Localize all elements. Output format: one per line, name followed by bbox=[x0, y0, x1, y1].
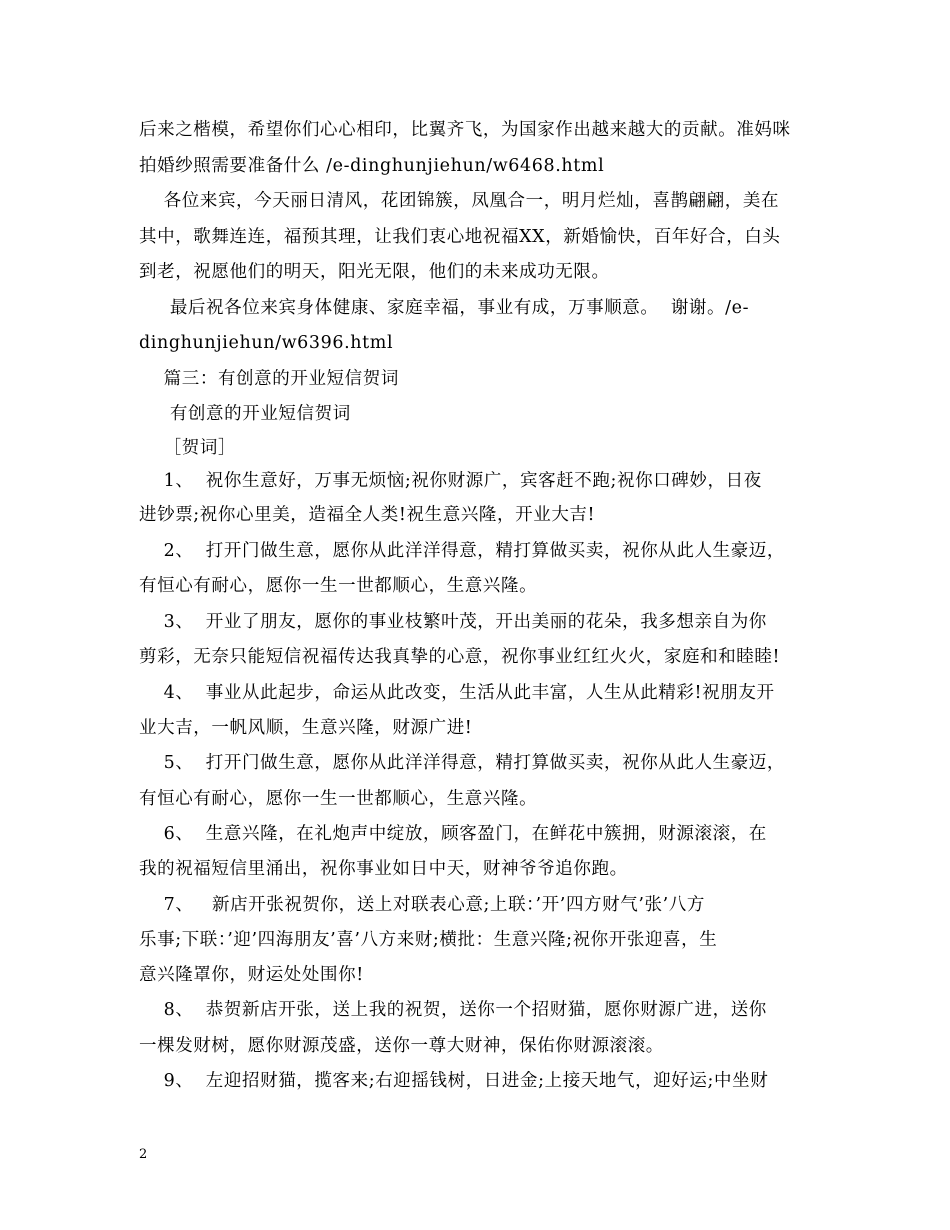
text-line: 拍婚纱照需要准备什么 /e-dinghunjiehun/w6468.html bbox=[139, 156, 605, 176]
text-line: 进钞票;祝你心里美，造福全人类!祝生意兴隆，开业大吉! bbox=[139, 505, 596, 525]
text-line: 8、 恭贺新店开张，送上我的祝贺，送你一个招财猫，愿你财源广进，送你 bbox=[139, 1000, 767, 1020]
text-line: 后来之楷模，希望你们心心相印，比翼齐飞，为国家作出越来越大的贡献。准妈咪 bbox=[139, 120, 791, 140]
text-line: 我的祝福短信里涌出，祝你事业如日中天，财神爷爷追你跑。 bbox=[139, 859, 628, 879]
text-line: 最后祝各位来宾身体健康、家庭幸福，事业有成，万事顺意。 谢谢。/e- bbox=[139, 298, 750, 318]
text-line: 各位来宾，今天丽日清风，花团锦簇，凤凰合一，明月烂灿，喜鹊翩翩，美在 bbox=[139, 191, 780, 211]
text-line: 6、 生意兴隆，在礼炮声中绽放，顾客盈门，在鲜花中簇拥，财源滚滚，在 bbox=[139, 824, 767, 844]
text-line: 9、 左迎招财猫，揽客来;右迎摇钱树，日进金;上接天地气，迎好运;中坐财 bbox=[139, 1071, 769, 1091]
page-number: 2 bbox=[139, 1147, 148, 1162]
text-line: 4、 事业从此起步，命运从此改变，生活从此丰富，人生从此精彩!祝朋友开 bbox=[139, 683, 775, 703]
section-heading: 篇三：有创意的开业短信贺词 bbox=[139, 369, 399, 389]
text-line: 有恒心有耐心，愿你一生一世都顺心，生意兴隆。 bbox=[139, 576, 538, 596]
section-label: ［贺词］ bbox=[139, 438, 237, 458]
text-line: 意兴隆罩你，财运处处围你! bbox=[139, 965, 364, 985]
text-line: 5、 打开门做生意，愿你从此洋洋得意，精打算做买卖，祝你从此人生豪迈， bbox=[139, 753, 786, 773]
text-line: dinghunjiehun/w6396.html bbox=[139, 333, 394, 353]
text-line: 到老，祝愿他们的明天，阳光无限，他们的未来成功无限。 bbox=[139, 262, 610, 282]
text-line: 一棵发财树，愿你财源茂盛，送你一尊大财神，保佑你财源滚滚。 bbox=[139, 1036, 664, 1056]
text-line: 3、 开业了朋友，愿你的事业枝繁叶茂，开出美丽的花朵，我多想亲自为你 bbox=[139, 612, 767, 632]
text-line: 7、 新店开张祝贺你，送上对联表心意;上联：’开’四方财气’张’八方 bbox=[139, 895, 705, 915]
text-line: 剪彩，无奈只能短信祝福传达我真挚的心意，祝你事业红红火火，家庭和和睦睦! bbox=[139, 647, 781, 667]
text-line: 2、 打开门做生意，愿你从此洋洋得意，精打算做买卖，祝你从此人生豪迈， bbox=[139, 541, 786, 561]
text-line: 乐事;下联：’迎’四海朋友’喜’八方来财;横批：生意兴隆;祝你开张迎喜，生 bbox=[139, 930, 718, 950]
text-line: 业大吉，一帆风顺，生意兴隆，财源广进! bbox=[139, 718, 473, 738]
text-line: 1、 祝你生意好，万事无烦恼;祝你财源广，宾客赶不跑;祝你口碑妙，日夜 bbox=[139, 471, 762, 491]
text-line: 其中，歌舞连连，福预其理，让我们衷心地祝福XX，新婚愉快，百年好合，白头 bbox=[139, 227, 781, 247]
text-line: 有恒心有耐心，愿你一生一世都顺心，生意兴隆。 bbox=[139, 789, 538, 809]
section-title: 有创意的开业短信贺词 bbox=[139, 404, 351, 424]
